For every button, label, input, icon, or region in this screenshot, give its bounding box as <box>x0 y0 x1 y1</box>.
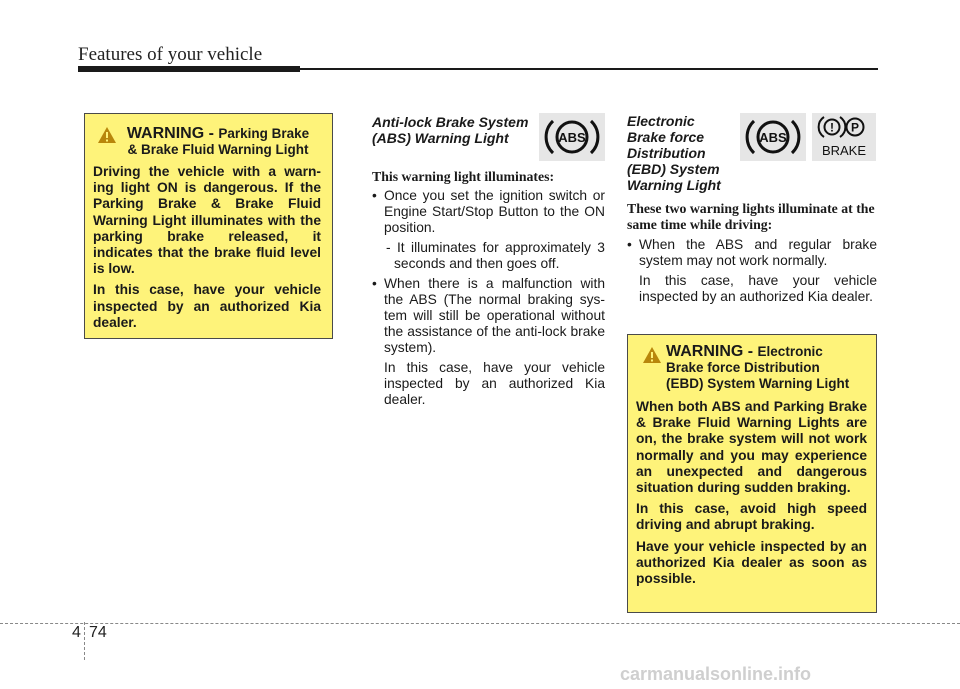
ebd-bullet-1-follow: In this case, have your vehicle inspected by an authorized Kia dealer. <box>639 273 877 304</box>
abs-bullet-2-follow: In this case, have your vehicle inspected by an authorized Kia dealer. <box>384 360 605 407</box>
warning-box-parking-brake <box>84 113 333 339</box>
warning-paragraph: In this case, have your vehicle inspected by an authorized Kia dealer. <box>93 282 321 330</box>
warning-paragraph: In this case, avoid high speed driving and abrupt braking. <box>636 501 867 533</box>
abs-warning-light-icon <box>539 113 605 161</box>
abs-title-line2: (ABS) Warning Light <box>372 130 509 146</box>
footer-rule <box>0 623 960 624</box>
abs-bullet-2: • When there is a malfunction with the ABS (The normal braking sys- tem will still be operational without the assistance of the anti-lock brake system). <box>372 276 605 356</box>
ebd-brake-light-icon <box>812 113 876 161</box>
footer-page-number: 74 <box>89 624 107 641</box>
header-rule <box>78 66 878 72</box>
abs-icon-text: ABS <box>558 130 586 145</box>
warning-paragraph: When both ABS and Parking Brake & Brake Fluid Warning Lights are on, the brake system will not work normally and you may experience an unexpected and dangerous situation during sudden braking. <box>636 399 867 496</box>
abs-section-title <box>372 114 528 146</box>
abs-icon <box>740 113 806 161</box>
warning-heading <box>93 126 321 158</box>
header-rule-thin <box>300 68 878 70</box>
ebd-section-title <box>627 113 721 193</box>
warning-heading <box>636 344 867 392</box>
exclamation-icon-text: ! <box>830 120 834 135</box>
ebd-title-line5: Warning Light <box>627 177 721 193</box>
abs-title-line1: Anti-lock Brake System <box>372 114 529 130</box>
warning-title-line1: Electronic <box>757 344 823 359</box>
watermark: carmanualsonline.info <box>620 664 812 684</box>
warning-triangle-icon <box>97 126 117 144</box>
warning-title-line2: & Brake Fluid Warning Light <box>127 142 309 157</box>
abs-intro: This warning light illuminates: <box>372 169 555 184</box>
brake-icon <box>812 113 876 161</box>
abs-icon-text: ABS <box>759 130 787 145</box>
abs-icon <box>539 113 605 161</box>
ebd-body <box>627 237 877 305</box>
footer-section-number: 4 <box>72 624 81 641</box>
warning-paragraph: Have your vehicle inspected by an authorized Kia dealer as soon as possible. <box>636 538 867 587</box>
ebd-title-line2: Brake force <box>627 129 705 145</box>
warning-body <box>93 164 321 331</box>
ebd-intro: These two warning lights illuminate at the same time while driving: <box>627 201 875 232</box>
page-header-title: Features of your vehicle <box>78 44 263 65</box>
warning-label: WARNING - <box>666 343 758 360</box>
warning-body <box>636 399 867 587</box>
header-rule-thick <box>78 66 300 72</box>
ebd-bullet-1: • When the ABS and regular brake system may not work normally. <box>627 237 877 269</box>
ebd-title-line4: (EBD) System <box>627 161 720 177</box>
warning-title-line3: (EBD) System Warning Light <box>666 376 850 391</box>
warning-paragraph: Driving the vehicle with a warn- ing light ON is dangerous. If the Parking Brake & Brake Fluid Warning Light illuminates with the parking brake released, it indicates that the brake fluid level is low. <box>93 164 321 277</box>
abs-bullet-1-sub: - It illuminates for approximately 3 seconds and then goes off. <box>386 240 605 271</box>
ebd-abs-light-icon <box>740 113 806 161</box>
p-icon-text: P <box>850 120 860 135</box>
warning-triangle-icon <box>642 346 662 364</box>
warning-box-ebd <box>627 334 877 613</box>
abs-bullet-1: • Once you set the ignition switch or Engine Start/Stop Button to the ON position. <box>372 188 605 236</box>
warning-title-line1: Parking Brake <box>218 126 310 141</box>
ebd-title-line1: Electronic <box>627 113 695 129</box>
brake-icon-text: BRAKE <box>821 143 867 158</box>
abs-body <box>372 188 605 408</box>
ebd-title-line3: Distribution <box>627 145 706 161</box>
warning-label: WARNING - <box>126 125 219 142</box>
warning-title-line2: Brake force Distribution <box>666 360 820 375</box>
footer-separator <box>84 622 85 660</box>
